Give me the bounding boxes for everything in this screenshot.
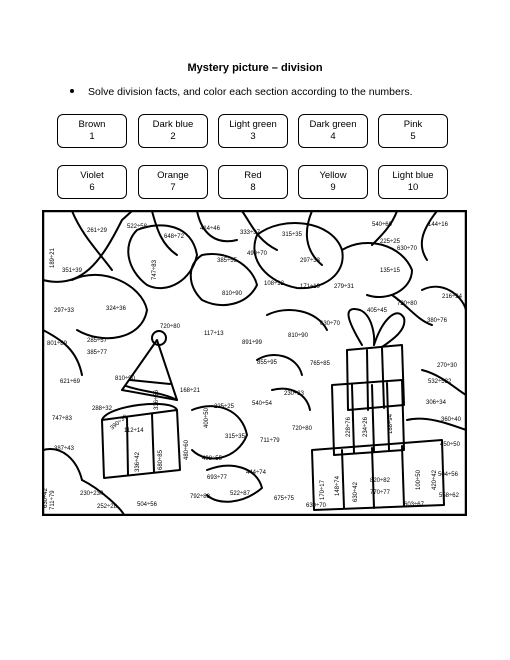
svg-text:522÷58: 522÷58 [127, 224, 147, 230]
svg-text:279÷31: 279÷31 [334, 284, 354, 290]
svg-text:603÷67: 603÷67 [404, 502, 424, 508]
svg-text:306÷34: 306÷34 [426, 400, 446, 406]
svg-text:420÷42: 420÷42 [432, 470, 438, 490]
key-pink: Pink 5 [378, 114, 448, 148]
svg-text:324÷36: 324÷36 [106, 306, 126, 312]
svg-text:810÷90: 810÷90 [115, 376, 135, 382]
svg-text:400÷50: 400÷50 [204, 408, 210, 428]
svg-text:711÷79: 711÷79 [260, 438, 280, 444]
svg-text:230÷230: 230÷230 [80, 491, 104, 497]
svg-text:336÷56: 336÷56 [154, 390, 160, 410]
svg-text:228÷76: 228÷76 [346, 417, 352, 437]
key-red: Red 8 [218, 165, 288, 199]
svg-text:490÷70: 490÷70 [247, 251, 267, 257]
svg-text:360÷40: 360÷40 [441, 417, 461, 423]
svg-text:112÷14: 112÷14 [124, 428, 144, 434]
key-yellow: Yellow 9 [298, 165, 368, 199]
svg-text:630÷42: 630÷42 [43, 488, 49, 508]
svg-text:820÷82: 820÷82 [370, 478, 390, 484]
svg-text:225÷25: 225÷25 [380, 239, 400, 245]
svg-text:390÷39: 390÷39 [109, 414, 129, 432]
svg-text:648÷72: 648÷72 [164, 234, 184, 240]
svg-text:630÷70: 630÷70 [306, 503, 326, 509]
svg-text:720÷80: 720÷80 [397, 301, 417, 307]
svg-text:252÷28: 252÷28 [97, 504, 117, 510]
svg-text:810÷90: 810÷90 [222, 291, 242, 297]
svg-text:855÷95: 855÷95 [257, 360, 277, 366]
svg-text:385÷55: 385÷55 [217, 258, 237, 264]
svg-text:297÷33: 297÷33 [54, 308, 74, 314]
svg-text:189÷21: 189÷21 [50, 248, 56, 268]
svg-text:444÷74: 444÷74 [246, 470, 266, 476]
key-light-green: Light green 3 [218, 114, 288, 148]
svg-text:285÷57: 285÷57 [87, 338, 107, 344]
svg-text:801÷89: 801÷89 [47, 341, 67, 347]
svg-text:288÷32: 288÷32 [92, 406, 112, 412]
svg-text:480÷60: 480÷60 [184, 440, 190, 460]
svg-text:693÷77: 693÷77 [207, 475, 227, 481]
svg-text:297÷33: 297÷33 [300, 258, 320, 264]
svg-text:711÷79: 711÷79 [50, 490, 56, 510]
svg-text:135÷15: 135÷15 [380, 268, 400, 274]
svg-text:171÷19: 171÷19 [300, 284, 320, 290]
key-orange: Orange 7 [138, 165, 208, 199]
svg-text:532÷532: 532÷532 [428, 379, 452, 385]
svg-text:675÷75: 675÷75 [274, 496, 294, 502]
svg-text:100÷50: 100÷50 [416, 470, 422, 490]
svg-text:230÷23: 230÷23 [284, 391, 304, 397]
svg-text:630÷42: 630÷42 [353, 482, 359, 502]
key-dark-blue: Dark blue 2 [138, 114, 208, 148]
svg-text:216÷24: 216÷24 [442, 294, 462, 300]
svg-text:333÷37: 333÷37 [240, 230, 260, 236]
svg-text:765÷85: 765÷85 [310, 361, 330, 367]
svg-text:170÷17: 170÷17 [320, 480, 326, 500]
svg-text:336÷42: 336÷42 [135, 452, 141, 472]
svg-text:414÷46: 414÷46 [200, 226, 220, 232]
mystery-picture [42, 210, 467, 516]
svg-text:720÷80: 720÷80 [292, 426, 312, 432]
svg-text:148÷74: 148÷74 [335, 476, 341, 496]
svg-text:385÷77: 385÷77 [87, 350, 107, 356]
svg-text:234÷26: 234÷26 [363, 417, 369, 437]
svg-text:747÷83: 747÷83 [152, 260, 158, 280]
svg-text:261÷29: 261÷29 [87, 228, 107, 234]
svg-text:315÷35: 315÷35 [225, 434, 245, 440]
svg-text:315÷35: 315÷35 [282, 232, 302, 238]
svg-text:747÷83: 747÷83 [52, 416, 72, 422]
key-light-blue: Light blue 10 [378, 165, 448, 199]
instruction-text: Solve division facts, and color each section according to the numbers. [88, 86, 413, 98]
svg-text:630÷70: 630÷70 [320, 321, 340, 327]
instruction-line [70, 86, 413, 98]
svg-text:387÷43: 387÷43 [54, 446, 74, 452]
svg-text:380÷76: 380÷76 [427, 318, 447, 324]
svg-text:770÷77: 770÷77 [370, 490, 390, 496]
worksheet-title: Mystery picture – division [187, 62, 323, 74]
mystery-picture-outline [42, 210, 467, 516]
svg-text:680÷85: 680÷85 [158, 450, 164, 470]
key-dark-green: Dark green 4 [298, 114, 368, 148]
svg-text:720÷80: 720÷80 [160, 324, 180, 330]
svg-text:405÷45: 405÷45 [367, 308, 387, 314]
svg-text:117÷13: 117÷13 [204, 331, 224, 337]
svg-text:450÷50: 450÷50 [440, 442, 460, 448]
svg-text:891÷99: 891÷99 [242, 340, 262, 346]
key-violet: Violet 6 [57, 165, 127, 199]
svg-text:188÷94: 188÷94 [388, 414, 394, 434]
svg-text:498÷55: 498÷55 [202, 456, 222, 462]
svg-text:558÷62: 558÷62 [439, 493, 459, 499]
svg-text:792÷88: 792÷88 [190, 494, 210, 500]
svg-text:540÷54: 540÷54 [252, 401, 272, 407]
svg-text:810÷90: 810÷90 [288, 333, 308, 339]
svg-text:504÷56: 504÷56 [438, 472, 458, 478]
svg-text:540÷60: 540÷60 [372, 222, 392, 228]
svg-text:144÷16: 144÷16 [428, 222, 448, 228]
svg-text:504÷56: 504÷56 [137, 502, 157, 508]
svg-text:351÷39: 351÷39 [62, 268, 82, 274]
svg-text:621÷69: 621÷69 [60, 379, 80, 385]
svg-text:270÷30: 270÷30 [437, 363, 457, 369]
svg-text:522÷87: 522÷87 [230, 491, 250, 497]
svg-text:225÷25: 225÷25 [214, 404, 234, 410]
bullet-icon [70, 89, 74, 93]
key-brown: Brown 1 [57, 114, 127, 148]
svg-text:108÷12: 108÷12 [264, 281, 284, 287]
svg-text:630÷70: 630÷70 [397, 246, 417, 252]
svg-text:168÷21: 168÷21 [180, 388, 200, 394]
